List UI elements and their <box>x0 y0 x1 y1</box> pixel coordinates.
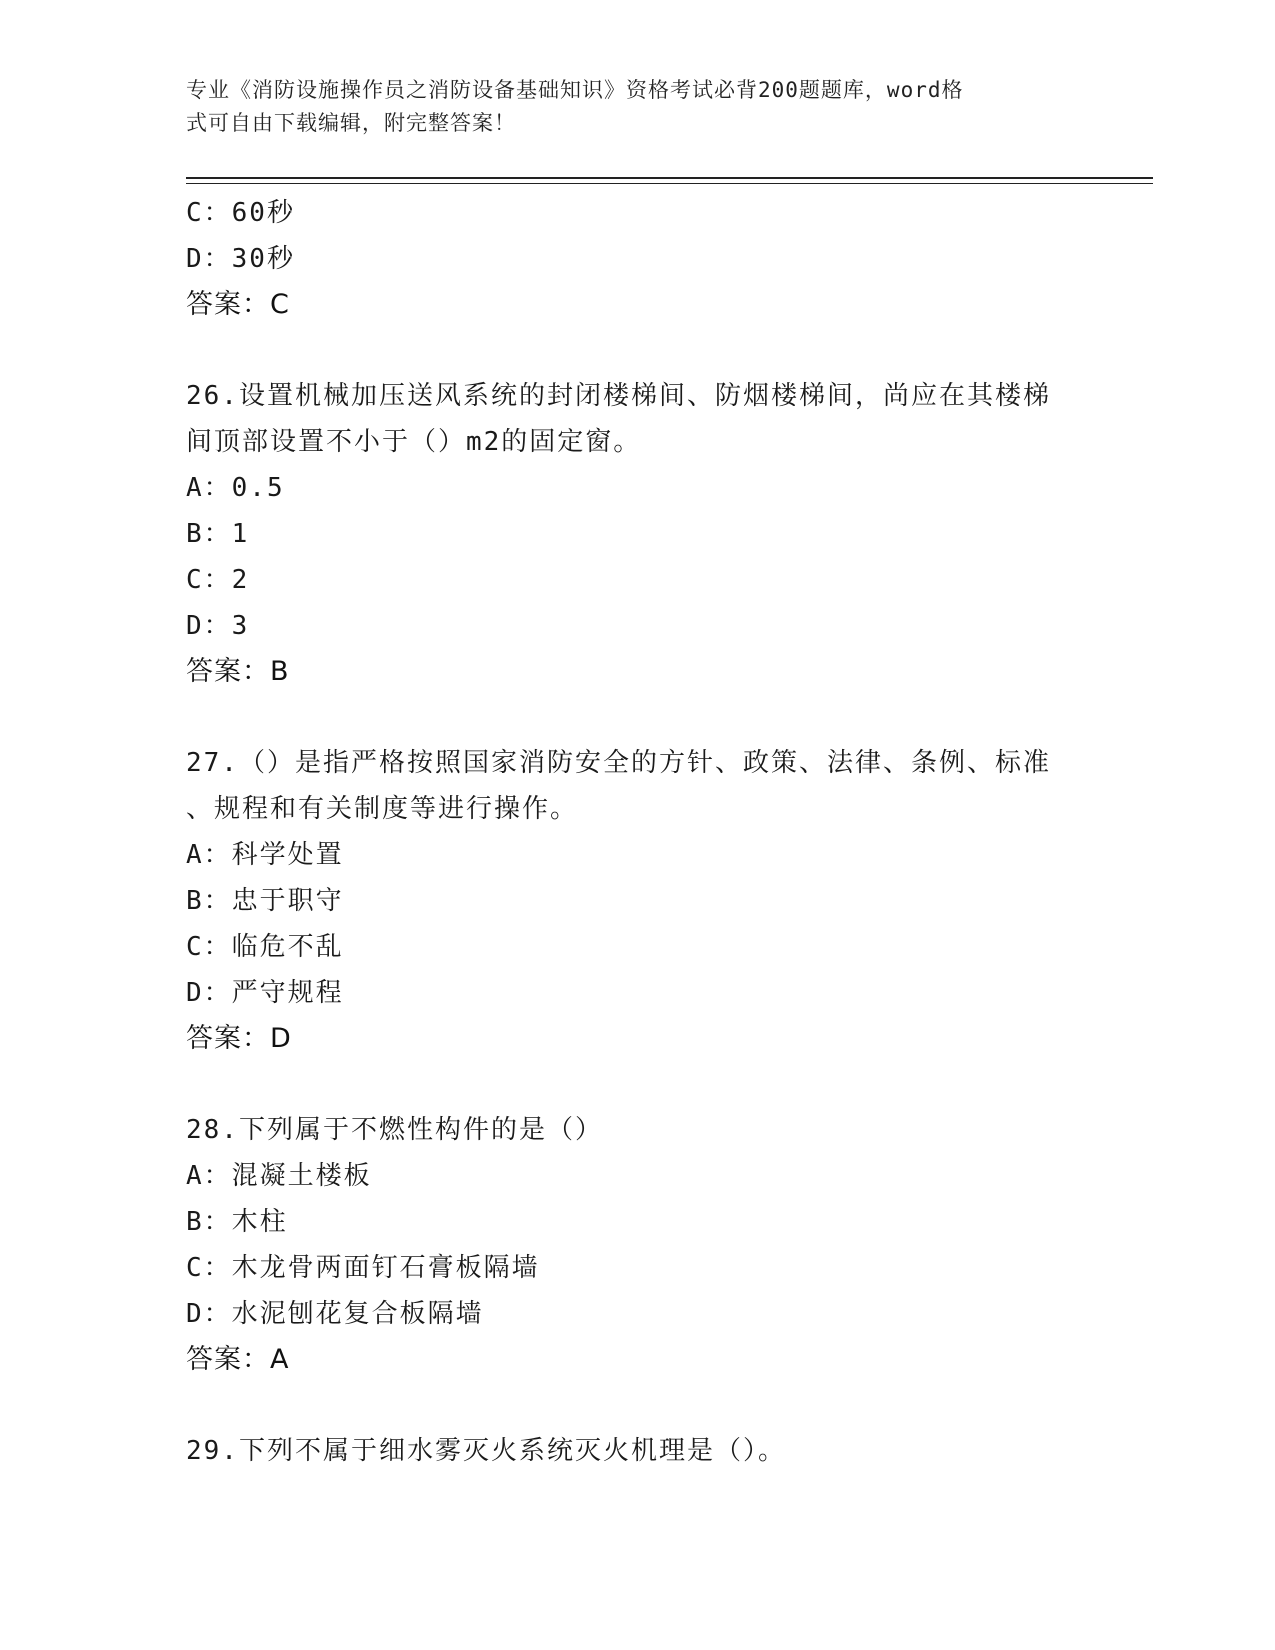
option-d: D：3 <box>186 611 250 641</box>
option-a: A：科学处置 <box>186 840 344 870</box>
spacer <box>186 1383 1086 1428</box>
question-stem: 26.设置机械加压送风系统的封闭楼梯间、防烟楼梯间，尚应在其楼梯 <box>186 381 1051 411</box>
option-c: C：2 <box>186 565 250 595</box>
option-c: C：木龙骨两面钉石膏板隔墙 <box>186 1253 540 1283</box>
header-line-1: 专业《消防设施操作员之消防设备基础知识》资格考试必背200题题库，word格 <box>186 78 964 102</box>
option-c: C：60秒 <box>186 198 295 228</box>
option-b: B：忠于职守 <box>186 886 344 916</box>
question-26 <box>186 373 1086 695</box>
question-25-tail <box>186 190 1086 328</box>
option-b: B：1 <box>186 519 250 549</box>
option-d: D：30秒 <box>186 244 295 274</box>
option-c: C：临危不乱 <box>186 932 344 962</box>
document-body <box>186 190 1086 1474</box>
question-stem: 27.（）是指严格按照国家消防安全的方针、政策、法律、条例、标准 <box>186 748 1051 778</box>
question-27 <box>186 740 1086 1062</box>
header-divider-thick <box>186 177 1153 179</box>
option-a: A：混凝土楼板 <box>186 1161 372 1191</box>
header-line-2: 式可自由下载编辑，附完整答案！ <box>186 111 516 135</box>
header-divider-thin <box>186 183 1153 184</box>
question-stem: 28.下列属于不燃性构件的是（） <box>186 1115 603 1145</box>
answer: 答案：C <box>186 289 290 320</box>
question-stem: 29.下列不属于细水雾灭火系统灭火机理是（）。 <box>186 1436 786 1466</box>
question-28 <box>186 1107 1086 1383</box>
answer: 答案：B <box>186 656 290 687</box>
option-d: D：严守规程 <box>186 978 344 1008</box>
question-29 <box>186 1428 1086 1474</box>
document-header <box>186 74 1086 140</box>
spacer <box>186 328 1086 373</box>
option-a: A：0.5 <box>186 473 285 503</box>
answer: 答案：D <box>186 1023 292 1054</box>
spacer <box>186 1062 1086 1107</box>
question-stem-continued: 、规程和有关制度等进行操作。 <box>186 794 579 824</box>
option-d: D：水泥刨花复合板隔墙 <box>186 1299 484 1329</box>
spacer <box>186 695 1086 740</box>
answer: 答案：A <box>186 1344 290 1375</box>
option-b: B：木柱 <box>186 1207 288 1237</box>
question-stem-continued: 间顶部设置不小于（）m2的固定窗。 <box>186 427 642 457</box>
